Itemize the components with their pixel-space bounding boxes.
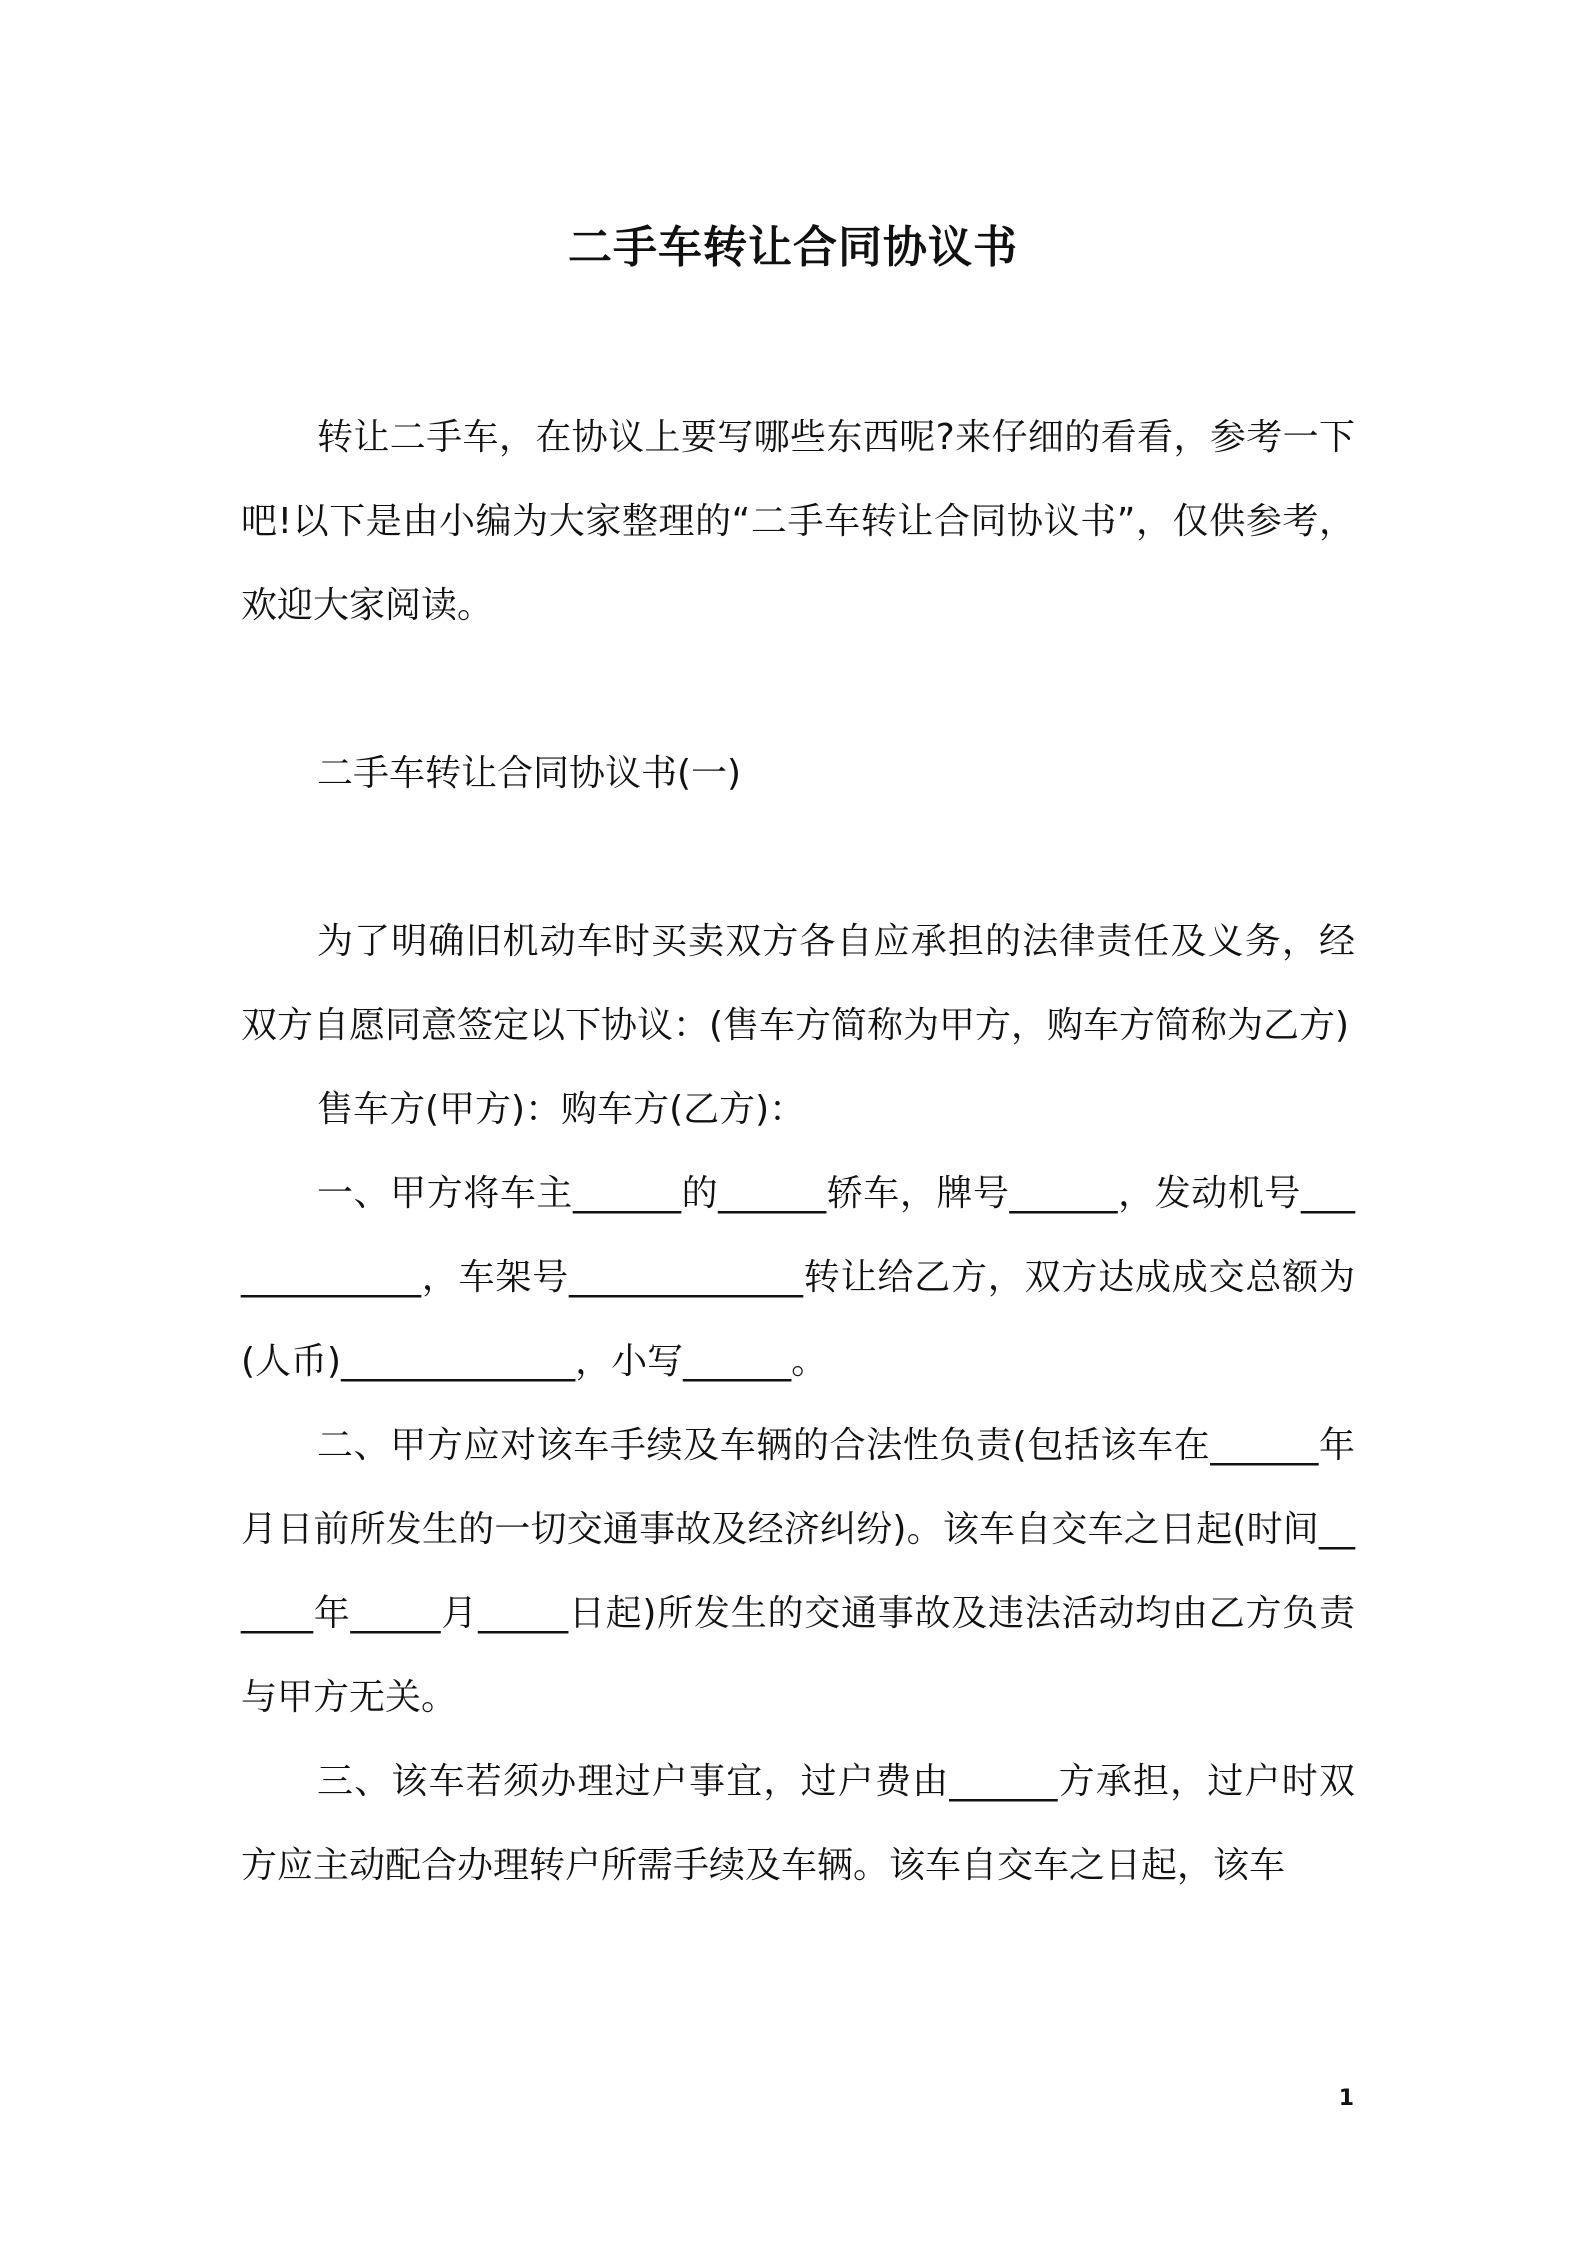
document-body [241,396,1355,1908]
preamble-paragraph: 为了明确旧机动车时买卖双方各自应承担的法律责任及义务，经双方自愿同意签定以下协议：(售车方简称为甲方，购车方简称为乙方) [241,921,1355,1046]
section-heading: 二手车转让合同协议书(一) [317,753,742,794]
intro-paragraph: 转让二手车，在协议上要写哪些东西呢?来仔细的看看，参考一下吧!以下是由小编为大家整理的“二手车转让合同协议书”，仅供参考，欢迎大家阅读。 [241,417,1355,626]
page-number: 1 [1338,2086,1354,2111]
clause-one: 一、甲方将车主______的______轿车，牌号______，发动机号_____________，车架号_____________转让给乙方，双方达成成交总额为(人币)_____________，小写______。 [241,1173,1355,1382]
clause-two: 二、甲方应对该车手续及车辆的合法性负责(包括该车在______年月日前所发生的一切交通事故及经济纠纷)。该车自交车之日起(时间______年_____月_____日起)所发生的交通事故及违法活动均由乙方负责与甲方无关。 [241,1425,1355,1718]
parties-line: 售车方(甲方)：购车方(乙方)： [317,1089,806,1130]
clause-three: 三、该车若须办理过户事宜，过户费由______方承担，过户时双方应主动配合办理转户所需手续及车辆。该车自交车之日起，该车 [241,1761,1355,1886]
document-title: 二手车转让合同协议书 [568,222,1018,273]
